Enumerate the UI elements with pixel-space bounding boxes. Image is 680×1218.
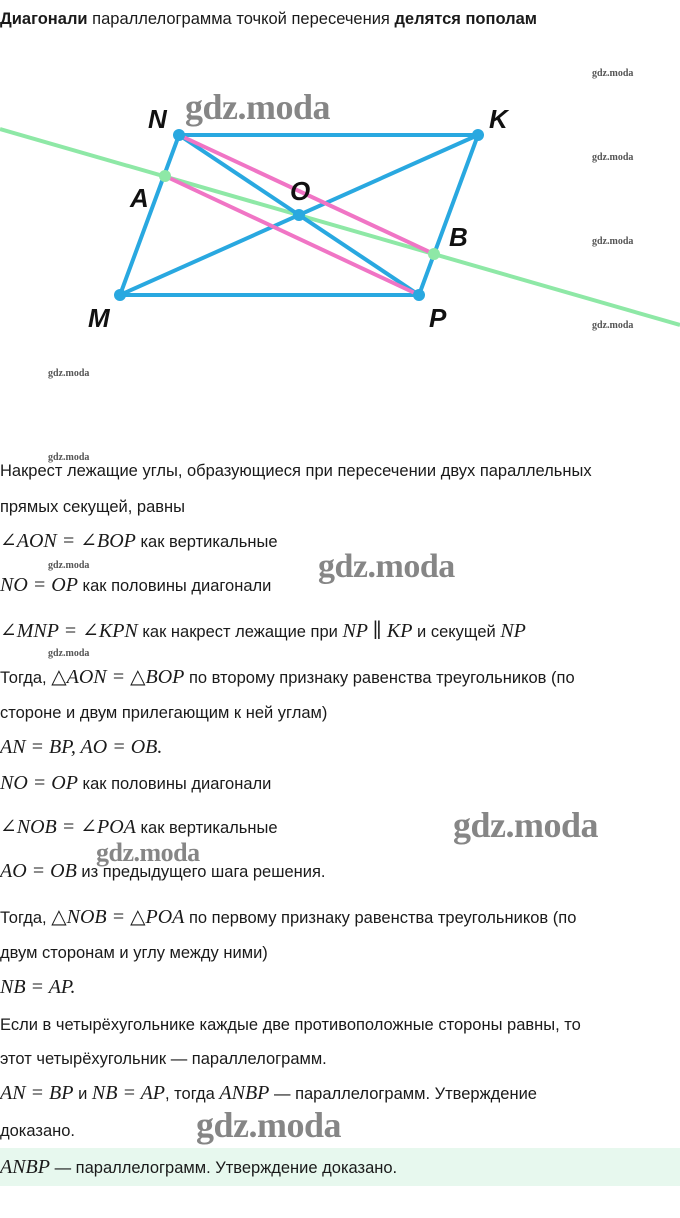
text-line bbox=[0, 1048, 680, 1070]
math-expr: NO = OP bbox=[0, 772, 78, 794]
text-span: как вертикальные bbox=[135, 819, 278, 837]
text-line bbox=[0, 460, 680, 482]
math-expr: AN = BP, AO = OB. bbox=[0, 736, 163, 758]
watermark-small: gdz.moda bbox=[592, 236, 634, 247]
label-n: N bbox=[148, 104, 167, 134]
math-expr: ∠AON = ∠BOP bbox=[0, 530, 136, 552]
math-expr: NB = AP. bbox=[0, 976, 76, 998]
math-expr: ANBP bbox=[219, 1082, 270, 1104]
text-span: Тогда, bbox=[0, 669, 52, 687]
watermark-small: gdz.moda bbox=[592, 152, 634, 163]
text-span: Если в четырёхугольнике каждые две противоположные стороны равны, то bbox=[0, 1016, 581, 1034]
text-line bbox=[0, 860, 680, 883]
text-line bbox=[0, 496, 680, 518]
text-line bbox=[0, 666, 680, 689]
text-span: как вертикальные bbox=[135, 533, 278, 551]
text-line bbox=[0, 942, 680, 964]
text-line bbox=[0, 620, 680, 643]
math-expr: NO = OP bbox=[0, 574, 78, 596]
math-expr: △NOB = △POA bbox=[51, 906, 185, 928]
text-span: и bbox=[73, 1085, 92, 1103]
watermark-small: gdz.moda bbox=[592, 320, 634, 331]
text-line bbox=[0, 1082, 680, 1105]
math-expr: NB = AP bbox=[91, 1082, 166, 1104]
label-p: P bbox=[429, 303, 447, 333]
math-expr: ∠NOB = ∠POA bbox=[0, 816, 136, 838]
math-expr: ∠MNP = ∠KPN bbox=[0, 620, 138, 642]
point-b bbox=[428, 248, 440, 260]
label-b: B bbox=[449, 222, 468, 252]
label-a: A bbox=[130, 183, 149, 213]
text-span: как накрест лежащие при bbox=[137, 623, 343, 641]
text-span: прямых секущей, равны bbox=[0, 498, 186, 516]
text-span: и секущей bbox=[412, 623, 501, 641]
text-span: по второму признаку равенства треугольников (по bbox=[184, 669, 575, 687]
heading-bold-diagonals: Диагонали bbox=[0, 10, 88, 28]
watermark-logo: gdz.moda bbox=[453, 805, 599, 845]
text-span: доказано. bbox=[0, 1122, 75, 1140]
watermark-logo: gdz.moda bbox=[96, 838, 200, 867]
watermark-logo: gdz.moda bbox=[185, 87, 331, 127]
watermark-small: gdz.moda bbox=[592, 68, 634, 79]
text-line bbox=[0, 736, 680, 759]
text-line bbox=[0, 1014, 680, 1036]
watermark-logo: gdz.moda bbox=[196, 1105, 342, 1145]
text-span: — параллелограмм. Утверждение bbox=[269, 1085, 537, 1103]
text-span: как половины диагонали bbox=[77, 775, 272, 793]
watermark-small: gdz.moda bbox=[48, 560, 90, 571]
conclusion-line bbox=[0, 1156, 680, 1179]
label-k: K bbox=[489, 104, 508, 134]
text-span: из предыдущего шага решения. bbox=[76, 863, 326, 881]
page-heading bbox=[0, 8, 680, 30]
heading-bold-bisect: делятся пополам bbox=[394, 10, 538, 28]
text-span: по первому признаку равенства треугольников (по bbox=[184, 909, 577, 927]
math-expr: AO = OB bbox=[0, 860, 77, 882]
point-a bbox=[159, 170, 171, 182]
text-line bbox=[0, 702, 680, 724]
text-span: стороне и двум прилегающим к ней углам) bbox=[0, 704, 328, 722]
label-o: O bbox=[290, 176, 311, 206]
math-expr: △AON = △BOP bbox=[51, 666, 185, 688]
math-expr: ANBP bbox=[0, 1156, 50, 1178]
text-span: , тогда bbox=[165, 1085, 220, 1103]
text-line bbox=[0, 772, 680, 795]
text-span: двум сторонам и углу между ними) bbox=[0, 944, 268, 962]
text-span: этот четырёхугольник — параллелограмм. bbox=[0, 1050, 327, 1068]
watermark-small: gdz.moda bbox=[48, 648, 90, 659]
watermark-small: gdz.moda bbox=[48, 368, 90, 379]
point-k bbox=[472, 129, 484, 141]
text-span: как половины диагонали bbox=[77, 577, 272, 595]
text-span: — параллелограмм. Утверждение доказано. bbox=[50, 1159, 398, 1177]
point-p bbox=[413, 289, 425, 301]
text-span: Накрест лежащие углы, образующиеся при пересечении двух параллельных bbox=[0, 462, 592, 480]
math-expr: NP ∥ KP bbox=[342, 620, 413, 642]
text-line bbox=[0, 976, 680, 999]
point-n bbox=[173, 129, 185, 141]
parallelogram-figure bbox=[0, 60, 680, 350]
math-expr: AN = BP bbox=[0, 1082, 74, 1104]
heading-normal: параллелограмма точкой пересечения bbox=[87, 10, 395, 28]
watermark-logo: gdz.moda bbox=[318, 548, 455, 585]
label-m: M bbox=[88, 303, 110, 333]
text-span: Тогда, bbox=[0, 909, 52, 927]
point-m bbox=[114, 289, 126, 301]
point-o bbox=[293, 209, 305, 221]
text-line bbox=[0, 906, 680, 929]
watermark-small: gdz.moda bbox=[48, 452, 90, 463]
math-expr: NP bbox=[500, 620, 526, 642]
